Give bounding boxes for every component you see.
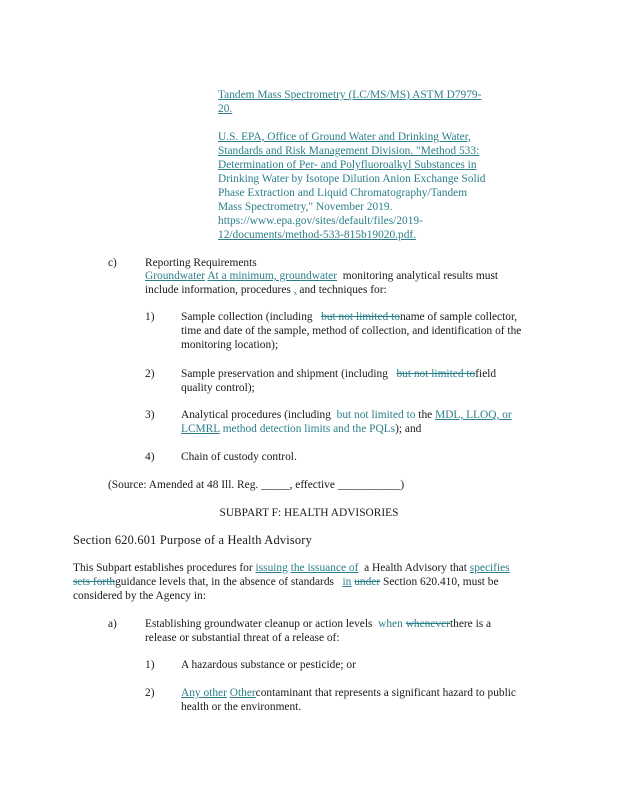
item-4-line1: Chain of custody control. — [181, 451, 297, 463]
inserted-text: method detection limits and the PQLs — [222, 423, 396, 435]
item-number: 1) — [145, 659, 155, 671]
deleted-text: but not limited to — [321, 311, 400, 323]
body-text: field — [475, 368, 497, 380]
item-2-line2: quality control); — [181, 382, 255, 394]
inserted-text: issuing — [255, 562, 288, 574]
item-number: 2) — [145, 687, 155, 699]
item-number: 1) — [145, 311, 155, 323]
body-text: ); and — [395, 423, 422, 435]
reference-line: 20. — [218, 103, 233, 115]
body-text: Analytical procedures (including — [181, 409, 331, 421]
section-heading: Section 620.601 Purpose of a Health Advisory — [73, 533, 313, 547]
inserted-text: but not limited to — [336, 409, 416, 421]
item-2-line1 — [181, 367, 496, 381]
reference-line: Phase Extraction and Liquid Chromatography/Tandem — [218, 187, 468, 199]
reference-line: Standards and Risk Management Division. "Method 533: — [218, 145, 480, 157]
subitem-2-line1 — [181, 686, 516, 700]
inserted-text: Groundwater — [145, 270, 206, 282]
reporting-intro-line2 — [145, 283, 387, 297]
inserted-text: MDL, LLOQ, or — [435, 409, 512, 421]
deleted-text: under — [354, 576, 381, 588]
reference-astm — [218, 88, 508, 116]
body-text: contaminant that represents a significant hazard to public — [255, 687, 516, 699]
body-text: name of sample collector, — [399, 311, 518, 323]
body-text: guidance levels that, in the absence of standards — [115, 576, 334, 588]
body-text: Establishing groundwater cleanup or action levels — [145, 618, 373, 630]
body-text: the — [418, 409, 433, 421]
item-3-line2 — [181, 422, 421, 436]
section-label: a) — [108, 618, 117, 630]
reference-url[interactable]: 12/documents/method-533-815b19020.pdf. — [218, 229, 417, 241]
inserted-text: LCMRL — [181, 423, 220, 435]
reference-url[interactable]: https://www.epa.gov/sites/default/files/2019- — [218, 215, 423, 227]
reference-line: Tandem Mass Spectrometry (LC/MS/MS) ASTM D7979- — [218, 89, 482, 101]
item-number: 4) — [145, 451, 155, 463]
inserted-text: when — [378, 618, 403, 630]
item-1-line3: monitoring location); — [181, 339, 279, 351]
inserted-text: , — [293, 284, 297, 296]
inserted-text: in — [342, 576, 352, 588]
inserted-text: specifies — [469, 562, 510, 574]
source-note: (Source: Amended at 48 Ill. Reg. _____, effective ___________) — [108, 479, 405, 491]
reporting-intro-line1 — [145, 269, 498, 283]
section-para-line2 — [73, 575, 499, 589]
body-text: Sample preservation and shipment (including — [181, 368, 388, 380]
body-text: a Health Advisory that — [364, 562, 467, 574]
item-1-line2: time and date of the sample, method of collection, and identification of the — [181, 325, 522, 337]
item-a-line2: release or substantial threat of a release of: — [145, 632, 340, 644]
subpart-title: SUBPART F: HEALTH ADVISORIES — [219, 507, 399, 519]
reference-line: Drinking Water by Isotope Dilution Anion Exchange Solid — [218, 173, 486, 185]
subitem-1-text: A hazardous substance or pesticide; or — [181, 659, 356, 671]
deleted-text: the issuance of — [290, 562, 359, 574]
body-text: monitoring analytical results must — [342, 270, 499, 282]
item-a-line1 — [145, 617, 491, 631]
inserted-text: Any other — [181, 687, 227, 699]
reporting-title: Reporting Requirements — [145, 257, 257, 269]
reference-line: Mass Spectrometry," November 2019. — [218, 201, 393, 213]
item-number: 3) — [145, 409, 155, 421]
subitem-2-line2: health or the environment. — [181, 701, 302, 713]
body-text: Sample collection (including — [181, 311, 313, 323]
item-number: 2) — [145, 368, 155, 380]
deleted-text: but not limited to — [396, 368, 476, 380]
body-text: Section 620.410, must be — [383, 576, 499, 588]
section-para-line1 — [73, 561, 510, 575]
section-label: c) — [108, 257, 117, 269]
reference-epa-method-533 — [218, 130, 508, 242]
body-text: and techniques for: — [299, 284, 387, 296]
deleted-text: sets forth — [73, 576, 116, 588]
item-1-line1 — [181, 310, 517, 324]
item-3-line1 — [181, 408, 512, 422]
deleted-text: Other — [229, 687, 256, 699]
body-text: include information, procedures — [145, 284, 291, 296]
section-para-line3: considered by the Agency in: — [73, 590, 206, 602]
body-text: there is a — [449, 618, 492, 630]
reference-line: Determination of Per- and Polyfluoroalkyl Substances in — [218, 159, 477, 171]
reference-line: U.S. EPA, Office of Ground Water and Drinking Water, — [218, 131, 471, 143]
inserted-text: At a minimum, groundwater — [207, 270, 338, 282]
deleted-text: whenever — [405, 618, 450, 630]
body-text: This Subpart establishes procedures for — [73, 562, 253, 574]
